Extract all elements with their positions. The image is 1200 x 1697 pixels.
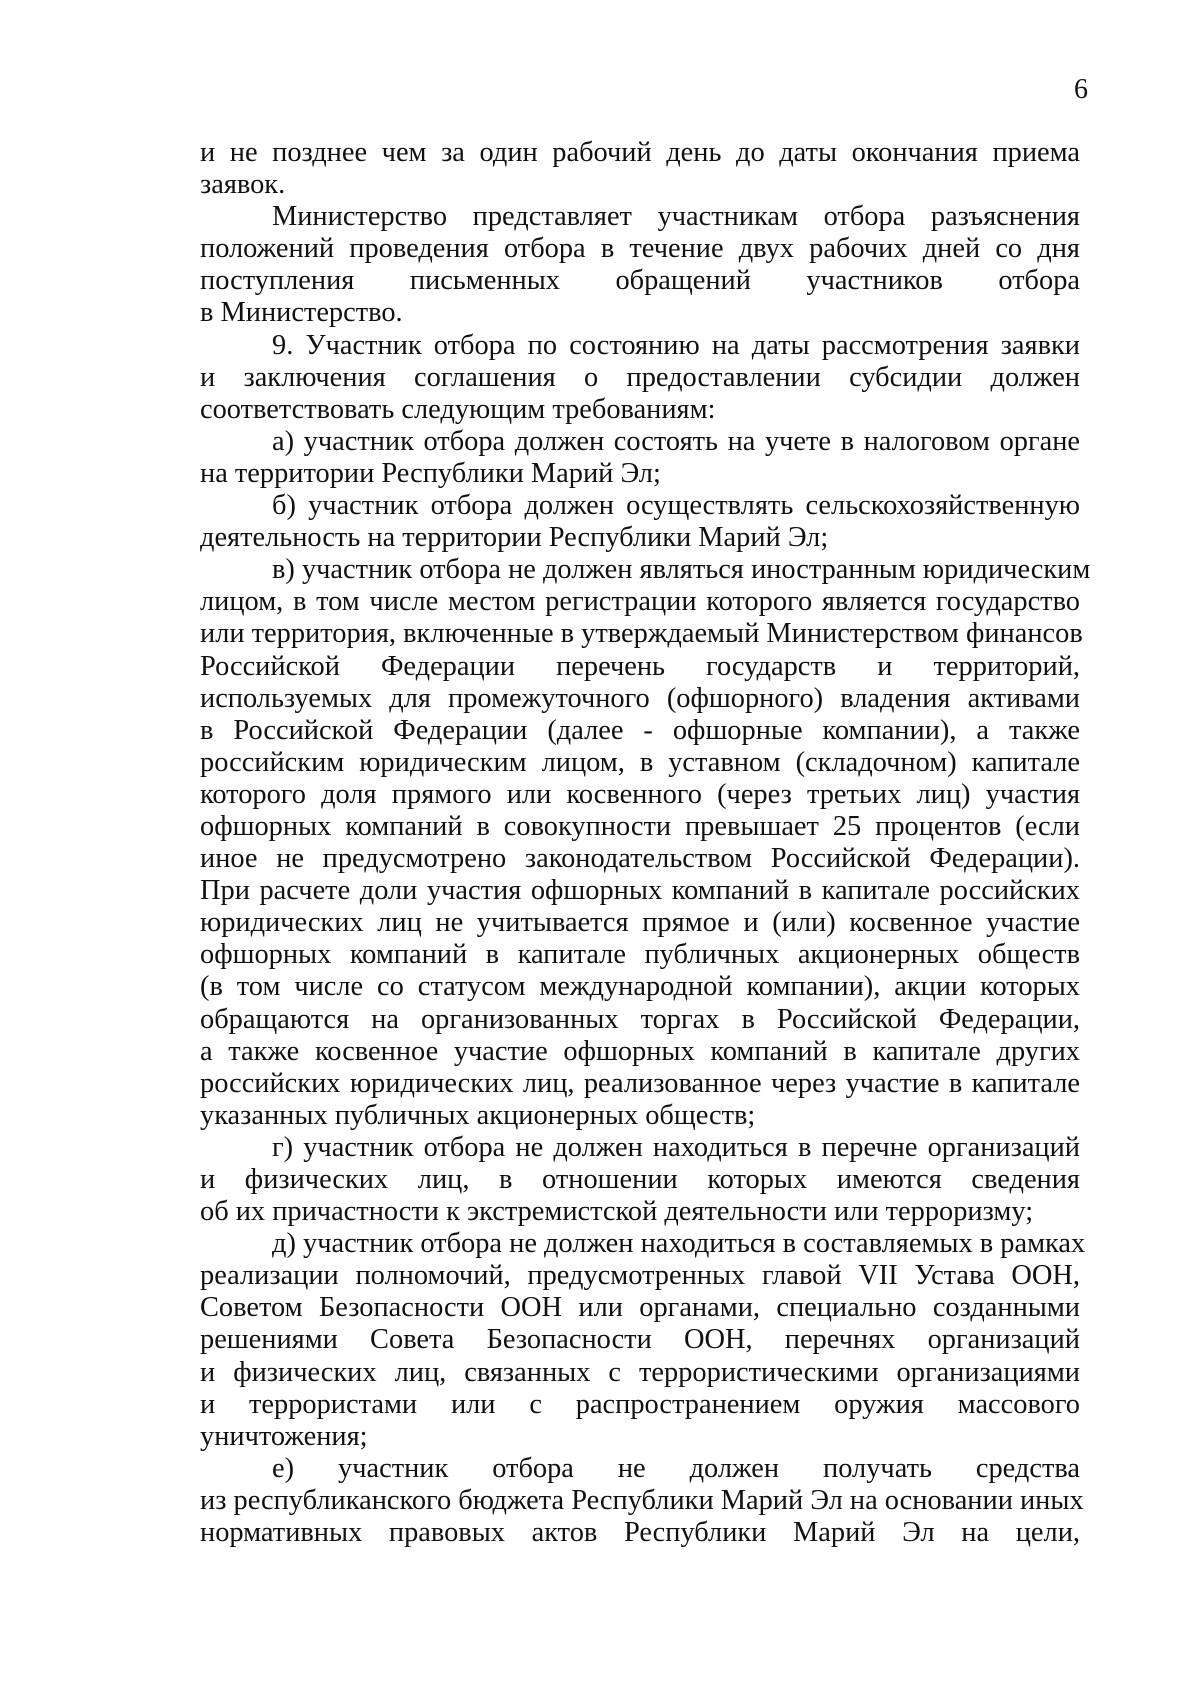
text-line: деятельность на территории Республики Марий Эл; [200, 522, 829, 554]
text-line: а также косвенное участие офшорных компаний в капитале других [200, 1035, 1080, 1067]
text-line: в) участник отбора не должен являться иностранным юридическим [272, 554, 1091, 586]
text-line: е) участник отбора не должен получать средства [272, 1452, 1080, 1484]
text-line: лицом, в том числе местом регистрации которого является государство [200, 586, 1080, 618]
text-line: решениями Совета Безопасности ООН, перечнях организаций [200, 1324, 1080, 1356]
text-line: Советом Безопасности ООН или органами, специально созданными [200, 1292, 1080, 1324]
text-line: уничтожения; [200, 1420, 368, 1452]
text-line: указанных публичных акционерных обществ; [200, 1099, 756, 1131]
text-line: или территория, включенные в утверждаемый Министерством финансов [200, 618, 1083, 650]
text-line: юридических лиц не учитывается прямое и (или) косвенное участие [200, 907, 1080, 939]
paragraph [200, 201, 1080, 329]
paragraph [200, 490, 1080, 554]
text-line: офшорных компаний в совокупности превышает 25 процентов (если [200, 810, 1080, 842]
text-line: и заключения соглашения о предоставлении субсидии должен [200, 361, 1080, 393]
text-line: и физических лиц, связанных с террористическими организациями [200, 1356, 1080, 1388]
paragraph [200, 1452, 1084, 1549]
text-line: (в том числе со статусом международной компании), акции которых [200, 971, 1080, 1003]
paragraph [200, 554, 1091, 1132]
page-number: 6 [1074, 74, 1088, 105]
text-line: которого доля прямого или косвенного (через третьих лиц) участия [200, 778, 1080, 810]
text-line: используемых для промежуточного (офшорного) владения активами [200, 682, 1080, 714]
text-line: При расчете доли участия офшорных компаний в капитале российских [200, 875, 1080, 907]
text-line: нормативных правовых актов Республики Марий Эл на цели, [200, 1517, 1080, 1549]
text-line: реализации полномочий, предусмотренных главой VII Устава ООН, [200, 1260, 1080, 1292]
text-line: в Российской Федерации (далее - офшорные компании), а также [200, 714, 1080, 746]
text-line: обращаются на организованных торгах в Российской Федерации, [200, 1003, 1080, 1035]
text-line: российским юридическим лицом, в уставном (складочном) капитале [200, 746, 1080, 778]
text-line: положений проведения отбора в течение двух рабочих дней со дня [200, 233, 1080, 265]
paragraph [200, 1132, 1080, 1228]
text-line: Российской Федерации перечень государств и территорий, [200, 650, 1080, 682]
text-line: г) участник отбора не должен находиться в перечне организаций [272, 1131, 1080, 1163]
text-line: в Министерство. [200, 297, 403, 329]
text-line: об их причастности к экстремистской деятельности или терроризму; [200, 1196, 1034, 1228]
document-body [200, 137, 1091, 1549]
text-line: д) участник отбора не должен находиться в составляемых в рамках [272, 1228, 1086, 1260]
text-line: иное не предусмотрено законодательством Российской Федерации). [200, 843, 1080, 875]
text-line: на территории Республики Марий Эл; [200, 457, 661, 489]
text-line: российских юридических лиц, реализованное через участие в капитале [200, 1067, 1080, 1099]
text-line: Министерство представляет участникам отбора разъяснения [272, 201, 1080, 233]
text-line: и физических лиц, в отношении которых имеются сведения [200, 1164, 1080, 1195]
text-line: а) участник отбора должен состоять на учете в налоговом органе [272, 425, 1080, 457]
text-line: заявок. [200, 169, 286, 201]
paragraph [200, 426, 1080, 490]
text-line: соответствовать следующим требованиям: [200, 393, 716, 425]
text-line: 9. Участник отбора по состоянию на даты рассмотрения заявки [272, 329, 1080, 361]
text-line: б) участник отбора должен осуществлять сельскохозяйственную [272, 490, 1080, 522]
paragraph [200, 137, 1080, 201]
paragraph [200, 330, 1080, 426]
text-line: офшорных компаний в капитале публичных акционерных обществ [200, 939, 1080, 971]
text-line: из республиканского бюджета Республики Марий Эл на основании иных [200, 1484, 1084, 1516]
text-line: и не позднее чем за один рабочий день до даты окончания приема [200, 137, 1080, 168]
paragraph [200, 1228, 1086, 1453]
text-line: и террористами или с распространением оружия массового [200, 1388, 1080, 1420]
text-line: поступления письменных обращений участников отбора [200, 265, 1080, 297]
